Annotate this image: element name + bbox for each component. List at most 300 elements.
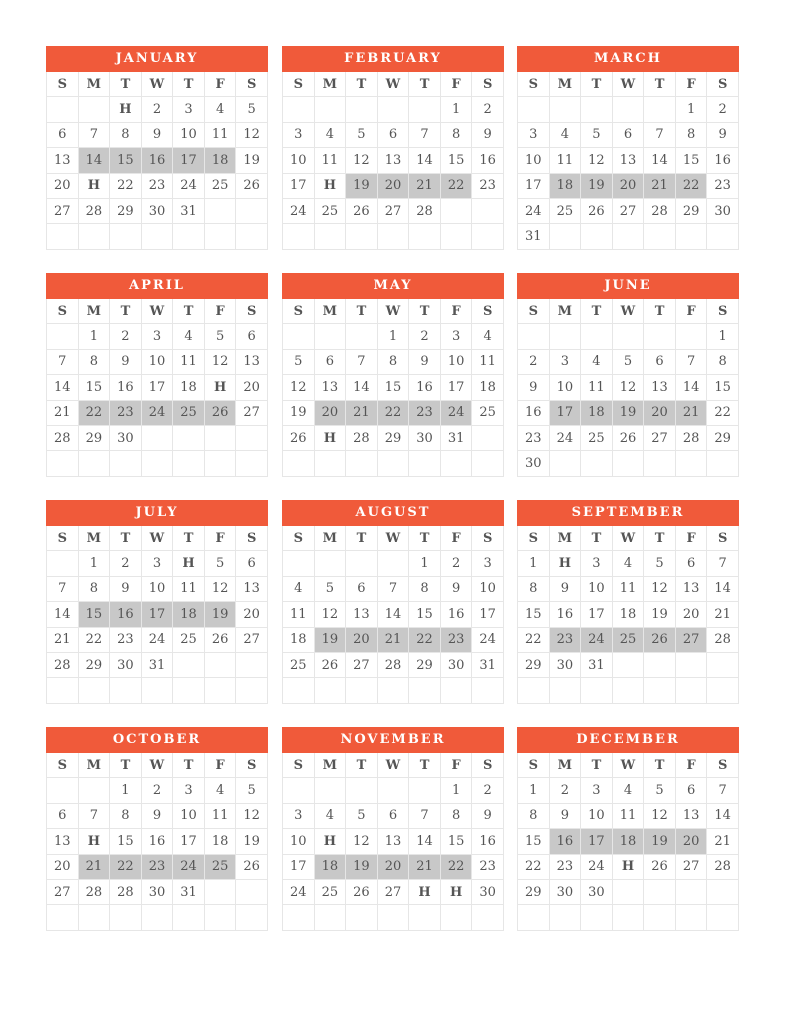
day-cell <box>204 425 236 450</box>
holiday-cell: H <box>314 829 346 854</box>
week-row <box>283 224 504 249</box>
day-cell: 25 <box>314 879 346 904</box>
weekday-label: S <box>47 299 79 324</box>
weekday-label: F <box>440 299 472 324</box>
day-cell: 22 <box>707 400 739 425</box>
week-row <box>283 198 504 223</box>
month-title: MAY <box>282 273 504 299</box>
week-row <box>283 122 504 147</box>
weekday-label: T <box>173 526 205 551</box>
day-cell: 24 <box>173 173 205 198</box>
day-cell: 6 <box>377 803 409 828</box>
day-cell: 3 <box>173 97 205 122</box>
day-cell: 12 <box>236 122 268 147</box>
day-cell: 11 <box>314 148 346 173</box>
day-cell: 9 <box>141 122 173 147</box>
month-grid <box>282 72 504 250</box>
day-cell: 22 <box>409 627 441 652</box>
day-cell: 2 <box>549 778 581 803</box>
day-cell: 4 <box>173 324 205 349</box>
day-cell: 3 <box>518 122 550 147</box>
weekday-label: T <box>581 526 613 551</box>
day-cell <box>377 224 409 249</box>
day-cell: 27 <box>47 879 79 904</box>
day-cell: 9 <box>141 803 173 828</box>
day-cell: 5 <box>644 778 676 803</box>
week-row <box>283 778 504 803</box>
weekday-label: T <box>581 72 613 97</box>
day-cell: 17 <box>283 854 315 879</box>
week-row <box>47 803 268 828</box>
weekday-label: F <box>675 753 707 778</box>
day-cell: 23 <box>707 173 739 198</box>
day-cell: 17 <box>472 602 504 627</box>
day-cell <box>47 905 79 930</box>
weekday-label: S <box>236 299 268 324</box>
day-cell: 20 <box>377 173 409 198</box>
week-row <box>518 854 739 879</box>
day-cell: 28 <box>346 425 378 450</box>
day-cell <box>314 451 346 476</box>
week-row <box>47 324 268 349</box>
weekday-label: T <box>346 72 378 97</box>
month-title: NOVEMBER <box>282 727 504 753</box>
week-row <box>47 854 268 879</box>
day-cell <box>346 905 378 930</box>
day-cell: 3 <box>549 349 581 374</box>
day-cell: 13 <box>236 349 268 374</box>
month-title: OCTOBER <box>46 727 268 753</box>
day-cell <box>78 224 110 249</box>
day-cell <box>173 652 205 677</box>
month-june <box>517 273 739 477</box>
weekday-label: T <box>110 526 142 551</box>
week-row <box>518 879 739 904</box>
day-cell: 13 <box>314 375 346 400</box>
month-grid <box>282 299 504 477</box>
day-cell: 19 <box>346 854 378 879</box>
day-cell: 11 <box>173 349 205 374</box>
day-cell: 6 <box>644 349 676 374</box>
day-cell: 16 <box>472 148 504 173</box>
day-cell: 1 <box>440 97 472 122</box>
day-cell <box>440 451 472 476</box>
day-cell: 3 <box>283 803 315 828</box>
day-cell <box>644 97 676 122</box>
day-cell: 8 <box>440 803 472 828</box>
day-cell: 16 <box>707 148 739 173</box>
week-row <box>518 778 739 803</box>
day-cell: 23 <box>440 627 472 652</box>
day-cell: 2 <box>141 778 173 803</box>
day-cell: 11 <box>204 803 236 828</box>
day-cell: 7 <box>707 778 739 803</box>
day-cell: 17 <box>173 829 205 854</box>
weekday-label: S <box>518 526 550 551</box>
day-cell: 27 <box>236 627 268 652</box>
day-cell: 25 <box>204 173 236 198</box>
month-grid <box>517 753 739 931</box>
day-cell: 6 <box>236 324 268 349</box>
week-row <box>283 652 504 677</box>
day-cell: 23 <box>518 425 550 450</box>
day-cell: 9 <box>472 803 504 828</box>
day-cell <box>47 778 79 803</box>
day-cell: 5 <box>346 122 378 147</box>
day-cell: 18 <box>173 375 205 400</box>
day-cell: 2 <box>707 97 739 122</box>
week-row <box>47 879 268 904</box>
day-cell <box>346 224 378 249</box>
week-row <box>283 97 504 122</box>
day-cell: 4 <box>314 803 346 828</box>
day-cell: 18 <box>581 400 613 425</box>
day-cell: 25 <box>581 425 613 450</box>
day-cell: 24 <box>440 400 472 425</box>
day-cell: 19 <box>204 602 236 627</box>
day-cell: 12 <box>346 148 378 173</box>
day-cell: 15 <box>409 602 441 627</box>
day-cell <box>377 451 409 476</box>
day-cell: 28 <box>644 198 676 223</box>
day-cell: 1 <box>78 551 110 576</box>
day-cell: 24 <box>472 627 504 652</box>
day-cell: 26 <box>644 627 676 652</box>
week-row <box>283 854 504 879</box>
weekday-label: T <box>173 72 205 97</box>
weekday-label: W <box>612 72 644 97</box>
day-cell: 31 <box>518 224 550 249</box>
day-cell: 30 <box>549 879 581 904</box>
weekday-label: T <box>409 299 441 324</box>
weekday-label: S <box>707 299 739 324</box>
weekday-label: W <box>612 299 644 324</box>
day-cell <box>675 879 707 904</box>
day-cell: 7 <box>644 122 676 147</box>
week-row <box>283 551 504 576</box>
day-cell: 22 <box>78 627 110 652</box>
day-cell: 10 <box>472 576 504 601</box>
month-march <box>517 46 739 250</box>
day-cell <box>518 97 550 122</box>
day-cell: 4 <box>472 324 504 349</box>
weekday-label: S <box>472 299 504 324</box>
day-cell <box>283 451 315 476</box>
day-cell: 5 <box>204 324 236 349</box>
day-cell: 8 <box>377 349 409 374</box>
day-cell: 9 <box>110 349 142 374</box>
day-cell: 18 <box>314 854 346 879</box>
weekday-label: T <box>644 72 676 97</box>
day-cell <box>141 425 173 450</box>
day-cell: 15 <box>78 602 110 627</box>
day-cell: 7 <box>78 803 110 828</box>
day-cell: 5 <box>204 551 236 576</box>
day-cell: 24 <box>581 854 613 879</box>
weekday-label: T <box>644 753 676 778</box>
day-cell: 14 <box>644 148 676 173</box>
day-cell <box>409 451 441 476</box>
day-cell <box>110 678 142 703</box>
weekday-label: T <box>346 753 378 778</box>
week-row <box>518 349 739 374</box>
weekday-label: W <box>377 72 409 97</box>
weekday-label: S <box>236 72 268 97</box>
day-cell: 11 <box>612 576 644 601</box>
day-cell: 15 <box>675 148 707 173</box>
day-cell: 15 <box>377 375 409 400</box>
day-cell <box>612 224 644 249</box>
day-cell <box>47 551 79 576</box>
day-cell: 14 <box>675 375 707 400</box>
day-cell <box>707 224 739 249</box>
day-cell: 7 <box>78 122 110 147</box>
holiday-cell: H <box>173 551 205 576</box>
weekday-label: M <box>78 299 110 324</box>
month-november <box>282 727 504 931</box>
day-cell <box>236 879 268 904</box>
week-row <box>47 173 268 198</box>
weekday-header-row <box>47 72 268 97</box>
week-row <box>283 173 504 198</box>
day-cell: 22 <box>78 400 110 425</box>
month-grid <box>46 526 268 704</box>
day-cell <box>707 678 739 703</box>
weekday-label: M <box>549 299 581 324</box>
day-cell: 13 <box>644 375 676 400</box>
week-row <box>47 375 268 400</box>
weekday-header-row <box>47 753 268 778</box>
day-cell <box>346 778 378 803</box>
day-cell <box>236 198 268 223</box>
day-cell <box>377 678 409 703</box>
day-cell: 27 <box>236 400 268 425</box>
day-cell: 7 <box>707 551 739 576</box>
day-cell: 10 <box>581 576 613 601</box>
day-cell <box>141 224 173 249</box>
week-row <box>283 576 504 601</box>
day-cell: 29 <box>518 652 550 677</box>
day-cell: 23 <box>409 400 441 425</box>
day-cell: 25 <box>549 198 581 223</box>
day-cell: 18 <box>472 375 504 400</box>
day-cell: 8 <box>110 122 142 147</box>
day-cell <box>581 451 613 476</box>
day-cell: 28 <box>707 627 739 652</box>
day-cell: 15 <box>440 148 472 173</box>
day-cell: 5 <box>346 803 378 828</box>
day-cell: 12 <box>236 803 268 828</box>
weekday-label: M <box>314 299 346 324</box>
day-cell <box>173 224 205 249</box>
day-cell <box>549 224 581 249</box>
day-cell: 25 <box>204 854 236 879</box>
weekday-label: M <box>549 72 581 97</box>
day-cell: 5 <box>314 576 346 601</box>
weekday-label: F <box>675 72 707 97</box>
day-cell <box>675 652 707 677</box>
day-cell <box>644 451 676 476</box>
weekday-header-row <box>518 299 739 324</box>
day-cell <box>472 678 504 703</box>
weekday-label: F <box>440 72 472 97</box>
weekday-label: S <box>707 72 739 97</box>
weekday-label: W <box>141 526 173 551</box>
day-cell: 13 <box>612 148 644 173</box>
day-cell: 17 <box>581 829 613 854</box>
day-cell: 10 <box>141 576 173 601</box>
day-cell: 8 <box>78 349 110 374</box>
day-cell: 21 <box>346 400 378 425</box>
day-cell: 10 <box>141 349 173 374</box>
day-cell <box>283 551 315 576</box>
day-cell: 28 <box>47 425 79 450</box>
week-row <box>283 349 504 374</box>
day-cell <box>314 551 346 576</box>
day-cell: 22 <box>377 400 409 425</box>
day-cell: 16 <box>409 375 441 400</box>
day-cell: 8 <box>707 349 739 374</box>
day-cell: 22 <box>110 173 142 198</box>
weekday-label: S <box>518 753 550 778</box>
week-row <box>47 224 268 249</box>
day-cell: 3 <box>472 551 504 576</box>
day-cell <box>236 905 268 930</box>
day-cell <box>409 678 441 703</box>
week-row <box>518 627 739 652</box>
day-cell: 29 <box>409 652 441 677</box>
day-cell <box>346 324 378 349</box>
day-cell <box>173 678 205 703</box>
day-cell: 1 <box>707 324 739 349</box>
day-cell: 21 <box>644 173 676 198</box>
day-cell: 19 <box>346 173 378 198</box>
day-cell: 8 <box>675 122 707 147</box>
day-cell: 12 <box>204 576 236 601</box>
weekday-header-row <box>518 753 739 778</box>
day-cell <box>644 224 676 249</box>
day-cell: 5 <box>236 778 268 803</box>
week-row <box>47 425 268 450</box>
day-cell <box>440 224 472 249</box>
month-grid <box>46 753 268 931</box>
day-cell: 1 <box>377 324 409 349</box>
day-cell: 21 <box>377 627 409 652</box>
weekday-label: M <box>549 526 581 551</box>
day-cell: 7 <box>346 349 378 374</box>
day-cell: 20 <box>675 829 707 854</box>
day-cell <box>314 224 346 249</box>
day-cell: 3 <box>141 324 173 349</box>
holiday-cell: H <box>110 97 142 122</box>
week-row <box>283 602 504 627</box>
day-cell: 30 <box>440 652 472 677</box>
day-cell: 19 <box>283 400 315 425</box>
weekday-label: S <box>47 753 79 778</box>
day-cell <box>612 678 644 703</box>
weekday-label: T <box>346 526 378 551</box>
day-cell: 9 <box>549 803 581 828</box>
day-cell: 24 <box>518 198 550 223</box>
month-title: JANUARY <box>46 46 268 72</box>
day-cell: 3 <box>581 778 613 803</box>
weekday-label: W <box>141 753 173 778</box>
weekday-label: T <box>110 299 142 324</box>
day-cell: 21 <box>707 602 739 627</box>
day-cell <box>314 324 346 349</box>
day-cell: 10 <box>581 803 613 828</box>
day-cell: 27 <box>612 198 644 223</box>
holiday-cell: H <box>549 551 581 576</box>
weekday-label: M <box>78 753 110 778</box>
day-cell <box>675 678 707 703</box>
day-cell: 24 <box>173 854 205 879</box>
weekday-label: W <box>141 72 173 97</box>
weekday-label: W <box>377 753 409 778</box>
month-september <box>517 500 739 704</box>
day-cell: 15 <box>518 602 550 627</box>
day-cell <box>204 652 236 677</box>
day-cell: 26 <box>581 198 613 223</box>
month-april <box>46 273 268 477</box>
day-cell <box>581 678 613 703</box>
day-cell <box>314 97 346 122</box>
day-cell: 12 <box>314 602 346 627</box>
week-row <box>47 400 268 425</box>
day-cell <box>346 451 378 476</box>
month-grid <box>282 526 504 704</box>
month-title: JUNE <box>517 273 739 299</box>
week-row <box>47 652 268 677</box>
day-cell <box>377 905 409 930</box>
day-cell <box>644 879 676 904</box>
day-cell: 11 <box>612 803 644 828</box>
day-cell <box>346 678 378 703</box>
week-row <box>518 375 739 400</box>
weekday-label: S <box>283 753 315 778</box>
weekday-label: W <box>377 526 409 551</box>
holiday-cell: H <box>78 173 110 198</box>
day-cell: 20 <box>47 854 79 879</box>
day-cell <box>236 425 268 450</box>
day-cell <box>346 551 378 576</box>
day-cell: 30 <box>409 425 441 450</box>
day-cell <box>377 551 409 576</box>
day-cell: 8 <box>110 803 142 828</box>
day-cell: 20 <box>314 400 346 425</box>
day-cell: 12 <box>612 375 644 400</box>
day-cell: 26 <box>314 652 346 677</box>
weekday-label: W <box>612 526 644 551</box>
week-row <box>47 602 268 627</box>
weekday-label: S <box>518 72 550 97</box>
day-cell <box>549 451 581 476</box>
day-cell: 12 <box>644 803 676 828</box>
day-cell <box>47 451 79 476</box>
month-grid <box>282 753 504 931</box>
week-row <box>283 400 504 425</box>
week-row <box>283 375 504 400</box>
day-cell: 29 <box>675 198 707 223</box>
weekday-header-row <box>283 753 504 778</box>
weekday-label: S <box>518 299 550 324</box>
day-cell: 29 <box>78 425 110 450</box>
day-cell <box>141 451 173 476</box>
week-row <box>518 324 739 349</box>
weekday-label: M <box>314 72 346 97</box>
day-cell: 25 <box>173 400 205 425</box>
day-cell: 4 <box>283 576 315 601</box>
